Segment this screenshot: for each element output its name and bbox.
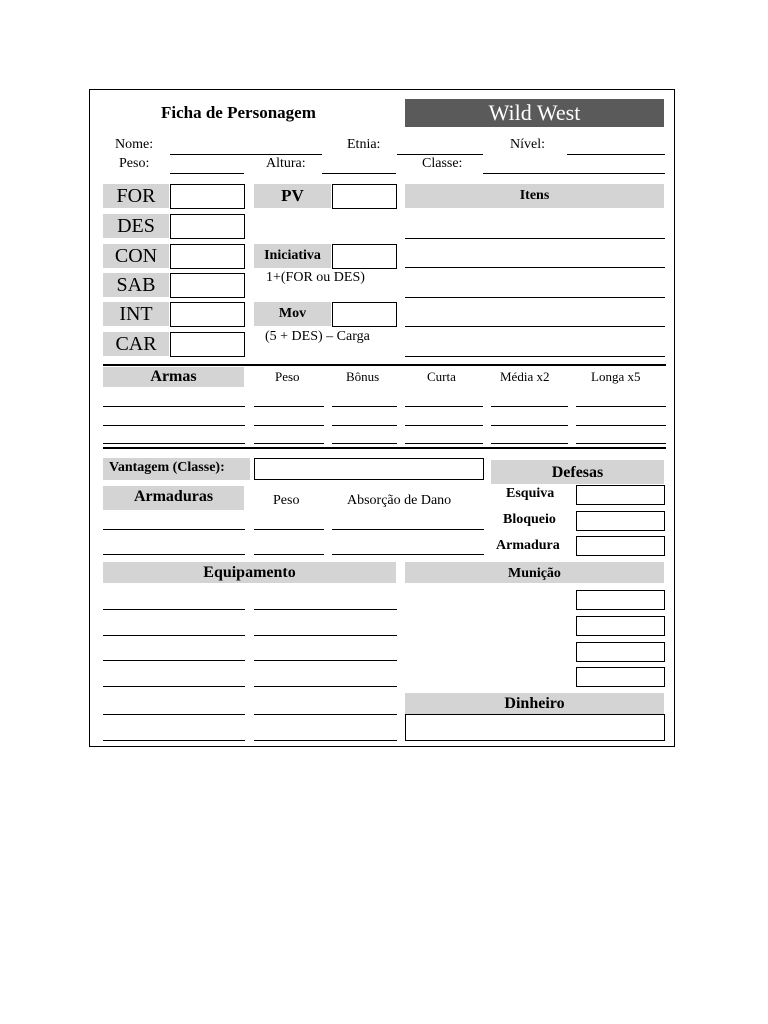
altura-field[interactable] bbox=[322, 173, 396, 174]
nome-label: Nome: bbox=[115, 137, 154, 152]
armaduras-line[interactable] bbox=[103, 529, 245, 530]
sheet-title: Ficha de Personagem bbox=[161, 103, 316, 122]
armas-line[interactable] bbox=[405, 406, 483, 407]
attr-des-box[interactable] bbox=[170, 214, 245, 239]
attr-des-label: DES bbox=[103, 214, 169, 238]
divider bbox=[103, 364, 666, 366]
armaduras-col-peso: Peso bbox=[273, 493, 300, 508]
attr-int-label: INT bbox=[103, 302, 169, 326]
armas-line[interactable] bbox=[103, 443, 245, 444]
attr-con-label: CON bbox=[103, 244, 169, 268]
dinheiro-header: Dinheiro bbox=[405, 693, 664, 714]
nome-field[interactable] bbox=[170, 154, 322, 155]
armas-line[interactable] bbox=[491, 425, 568, 426]
attr-car-label: CAR bbox=[103, 332, 169, 356]
armas-line[interactable] bbox=[103, 406, 245, 407]
armadura-box[interactable] bbox=[576, 536, 665, 556]
mov-label: Mov bbox=[254, 302, 331, 326]
esquiva-label: Esquiva bbox=[506, 486, 555, 501]
armaduras-line[interactable] bbox=[103, 554, 245, 555]
municao-box[interactable] bbox=[576, 642, 665, 662]
itens-header: Itens bbox=[405, 184, 664, 208]
attr-sab-label: SAB bbox=[103, 273, 169, 297]
armaduras-header: Armaduras bbox=[103, 486, 244, 510]
classe-field[interactable] bbox=[483, 173, 665, 174]
attr-con-box[interactable] bbox=[170, 244, 245, 269]
bloqueio-label: Bloqueio bbox=[503, 512, 556, 527]
attr-for-box[interactable] bbox=[170, 184, 245, 209]
itens-line[interactable] bbox=[405, 297, 665, 298]
armas-line[interactable] bbox=[491, 406, 568, 407]
mov-formula: (5 + DES) – Carga bbox=[265, 329, 370, 344]
equipamento-line[interactable] bbox=[103, 635, 245, 636]
bloqueio-box[interactable] bbox=[576, 511, 665, 531]
armas-col-media: Média x2 bbox=[500, 369, 550, 384]
etnia-field[interactable] bbox=[397, 154, 483, 155]
armas-col-bonus: Bônus bbox=[346, 369, 380, 384]
armas-line[interactable] bbox=[405, 443, 483, 444]
game-title: Wild West bbox=[405, 99, 664, 127]
nivel-label: Nível: bbox=[510, 137, 545, 152]
equipamento-header: Equipamento bbox=[103, 562, 396, 583]
armas-col-longa: Longa x5 bbox=[591, 369, 641, 384]
equipamento-line[interactable] bbox=[103, 660, 245, 661]
attr-car-box[interactable] bbox=[170, 332, 245, 357]
iniciativa-box[interactable] bbox=[332, 244, 397, 269]
itens-line[interactable] bbox=[405, 267, 665, 268]
municao-header: Munição bbox=[405, 562, 664, 583]
pv-box[interactable] bbox=[332, 184, 397, 209]
pv-label: PV bbox=[254, 184, 331, 208]
equipamento-line[interactable] bbox=[254, 660, 397, 661]
municao-box[interactable] bbox=[576, 590, 665, 610]
armaduras-line[interactable] bbox=[332, 554, 484, 555]
equipamento-line[interactable] bbox=[103, 609, 245, 610]
attr-int-box[interactable] bbox=[170, 302, 245, 327]
equipamento-line[interactable] bbox=[254, 714, 397, 715]
nivel-field[interactable] bbox=[567, 154, 665, 155]
armas-line[interactable] bbox=[576, 443, 666, 444]
armas-line[interactable] bbox=[332, 443, 397, 444]
armas-header: Armas bbox=[103, 367, 244, 387]
attr-for-label: FOR bbox=[103, 184, 169, 208]
armas-col-peso: Peso bbox=[275, 369, 300, 384]
armaduras-line[interactable] bbox=[332, 529, 484, 530]
equipamento-line[interactable] bbox=[254, 635, 397, 636]
equipamento-line[interactable] bbox=[254, 686, 397, 687]
vantagem-label: Vantagem (Classe): bbox=[109, 460, 225, 475]
municao-box[interactable] bbox=[576, 667, 665, 687]
armas-line[interactable] bbox=[254, 425, 324, 426]
armaduras-line[interactable] bbox=[254, 554, 324, 555]
iniciativa-label: Iniciativa bbox=[254, 244, 331, 268]
armaduras-col-absorcao: Absorção de Dano bbox=[347, 493, 452, 508]
peso-field[interactable] bbox=[170, 173, 244, 174]
peso-label: Peso: bbox=[119, 156, 150, 171]
armas-line[interactable] bbox=[405, 425, 483, 426]
equipamento-line[interactable] bbox=[254, 740, 397, 741]
armas-line[interactable] bbox=[254, 406, 324, 407]
equipamento-line[interactable] bbox=[103, 686, 245, 687]
itens-line[interactable] bbox=[405, 238, 665, 239]
armas-col-curta: Curta bbox=[427, 369, 456, 384]
iniciativa-formula: 1+(FOR ou DES) bbox=[266, 270, 365, 285]
armas-line[interactable] bbox=[103, 425, 245, 426]
altura-label: Altura: bbox=[266, 156, 306, 171]
esquiva-box[interactable] bbox=[576, 485, 665, 505]
armas-line[interactable] bbox=[332, 406, 397, 407]
armas-line[interactable] bbox=[576, 406, 666, 407]
etnia-label: Etnia: bbox=[347, 137, 381, 152]
armadura-label: Armadura bbox=[496, 538, 560, 553]
mov-box[interactable] bbox=[332, 302, 397, 327]
classe-label: Classe: bbox=[422, 156, 463, 171]
armas-line[interactable] bbox=[254, 443, 324, 444]
defesas-header: Defesas bbox=[491, 460, 664, 484]
itens-line[interactable] bbox=[405, 326, 665, 327]
equipamento-line[interactable] bbox=[103, 714, 245, 715]
attr-sab-box[interactable] bbox=[170, 273, 245, 298]
armas-line[interactable] bbox=[332, 425, 397, 426]
divider bbox=[103, 447, 666, 449]
itens-line[interactable] bbox=[405, 356, 665, 357]
municao-box[interactable] bbox=[576, 616, 665, 636]
vantagem-field[interactable] bbox=[254, 458, 484, 480]
armas-line[interactable] bbox=[576, 425, 666, 426]
equipamento-line[interactable] bbox=[254, 609, 397, 610]
dinheiro-field[interactable] bbox=[405, 714, 665, 741]
armaduras-line[interactable] bbox=[254, 529, 324, 530]
equipamento-line[interactable] bbox=[103, 740, 245, 741]
armas-line[interactable] bbox=[491, 443, 568, 444]
